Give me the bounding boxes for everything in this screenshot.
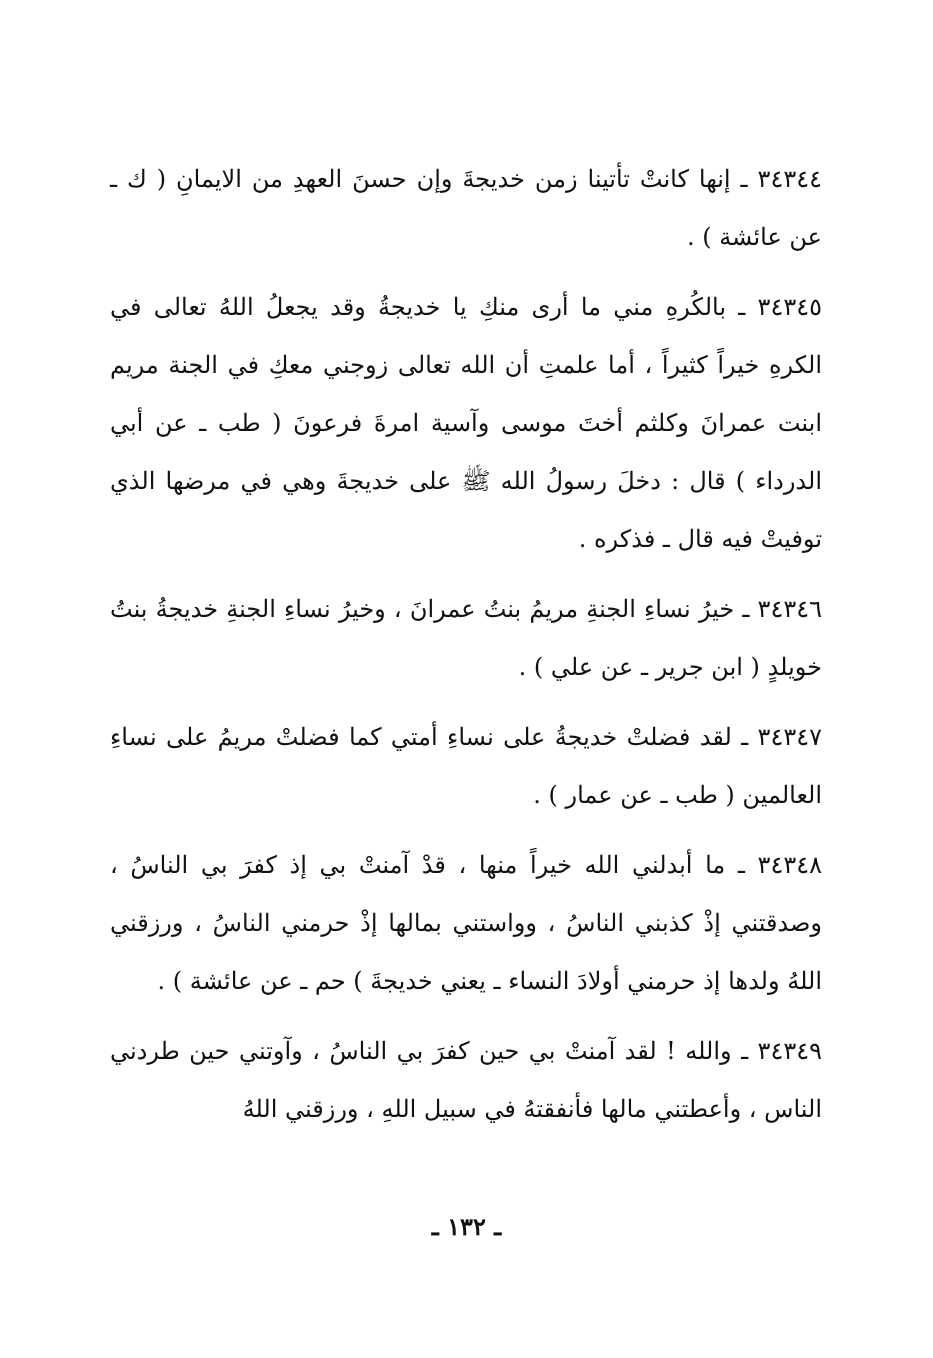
hadith-text-block <box>110 150 822 1150</box>
hadith-34348: ٣٤٣٤٨ ـ ما أبدلني الله خيراً منها ، قدْ آمنتْ بي إذ كفرَ بي الناسُ ، وصدقتني إذْ كذبني الناسُ ، وواستني بمالها إذْ حرمني الناسُ ، ورزقني اللهُ ولدها إذ حرمني أولادَ النساء ـ يعني خديجةَ ) حم ـ عن عائشة ) . <box>110 851 822 995</box>
page-number: ـ ١٣٢ ـ <box>431 1212 502 1241</box>
hadith-34345: ٣٤٣٤٥ ـ بالكُرهِ مني ما أرى منكِ يا خديجةُ وقد يجعلُ اللهُ تعالى في الكرهِ خيراً كثيراً ، أما علمتِ أن الله تعالى زوجني معكِ في الجنة مريم ابنت عمرانَ وكلثم أختَ موسى وآسية امرةَ فرعونَ ( طب ـ عن أبي الدرداء ) قال : دخلَ رسولُ الله ﷺ على خديجةَ وهي في مرضها الذي توفيتْ فيه قال ـ فذكره . <box>110 293 822 553</box>
hadith-34347: ٣٤٣٤٧ ـ لقد فضلتْ خديجةُ على نساءِ أمتي كما فضلتْ مريمُ على نساءِ العالمين ( طب ـ عن عمار ) . <box>110 723 822 809</box>
hadith-34346: ٣٤٣٤٦ ـ خيرُ نساءِ الجنةِ مريمُ بنتُ عمرانَ ، وخيرُ نساءِ الجنةِ خديجةُ بنتُ خويلدٍ ( ابن جرير ـ عن علي ) . <box>110 595 822 681</box>
hadith-34344: ٣٤٣٤٤ ـ إنها كانتْ تأتينا زمن خديجةَ وإن حسنَ العهدِ من الايمانِ ( ك ـ عن عائشة ) . <box>110 165 822 251</box>
hadith-34349: ٣٤٣٤٩ ـ والله ! لقد آمنتْ بي حين كفرَ بي الناسُ ، وآوتني حين طردني الناس ، وأعطتني مالها فأنفقتهُ في سبيل اللهِ ، ورزقني اللهُ <box>110 1037 822 1123</box>
